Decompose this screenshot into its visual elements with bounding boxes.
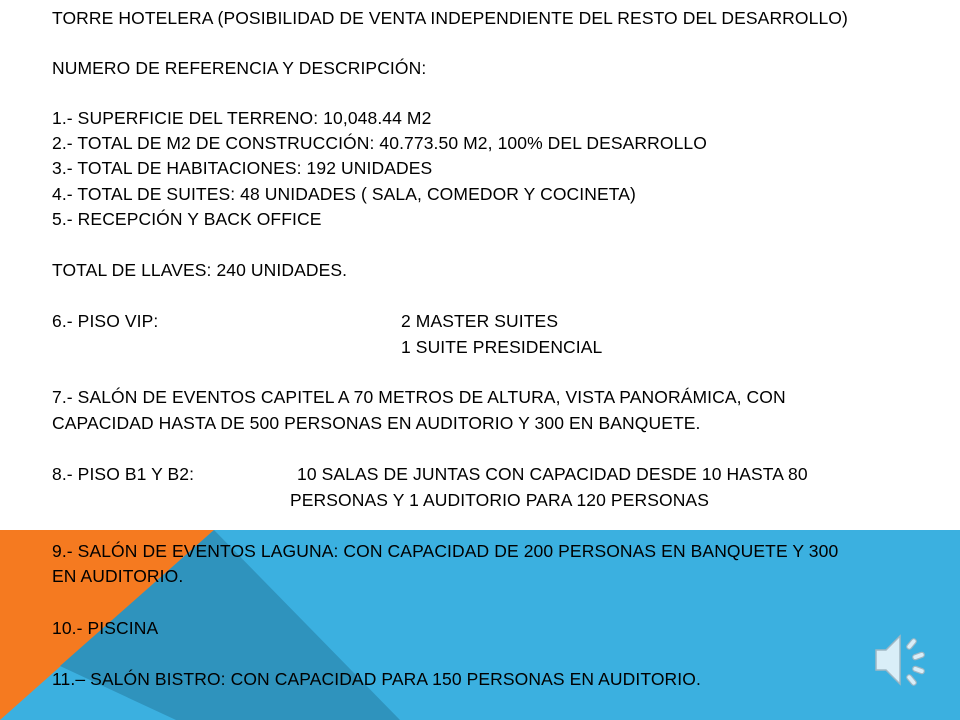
item-10: 10.- PISCINA: [52, 618, 159, 638]
item-2: 2.- TOTAL DE M2 DE CONSTRUCCIÓN: 40.773.50 M2, 100% DEL DESARROLLO: [52, 133, 707, 153]
item-5: 5.- RECEPCIÓN Y BACK OFFICE: [52, 209, 322, 229]
item-1: 1.- SUPERFICIE DEL TERRENO: 10,048.44 M2: [52, 108, 432, 128]
slide-title: TORRE HOTELERA (POSIBILIDAD DE VENTA INDEPENDIENTE DEL RESTO DEL DESARROLLO): [52, 8, 848, 28]
item-3: 3.- TOTAL DE HABITACIONES: 192 UNIDADES: [52, 158, 433, 178]
item-6-label: 6.- PISO VIP:: [52, 311, 159, 331]
item-9-line-1: 9.- SALÓN DE EVENTOS LAGUNA: CON CAPACIDAD DE 200 PERSONAS EN BANQUETE Y 300: [52, 541, 839, 561]
item-6-value-2: 1 SUITE PRESIDENCIAL: [401, 337, 603, 357]
item-6-value-1: 2 MASTER SUITES: [401, 311, 559, 331]
item-8-value-1: 10 SALAS DE JUNTAS CON CAPACIDAD DESDE 10 HASTA 80: [297, 464, 808, 484]
item-8-label: 8.- PISO B1 Y B2:: [52, 464, 195, 484]
total-keys: TOTAL DE LLAVES: 240 UNIDADES.: [52, 260, 348, 280]
slide-subtitle: NUMERO DE REFERENCIA Y DESCRIPCIÓN:: [52, 58, 427, 78]
item-11: 11.– SALÓN BISTRO: CON CAPACIDAD PARA 150 PERSONAS EN AUDITORIO.: [52, 669, 701, 689]
item-4: 4.- TOTAL DE SUITES: 48 UNIDADES ( SALA, COMEDOR Y COCINETA): [52, 184, 636, 204]
item-7-line-2: CAPACIDAD HASTA DE 500 PERSONAS EN AUDITORIO Y 300 EN BANQUETE.: [52, 413, 701, 433]
item-9-line-2: EN AUDITORIO.: [52, 566, 184, 586]
item-8-value-2: PERSONAS Y 1 AUDITORIO PARA 120 PERSONAS: [290, 490, 709, 510]
item-7-line-1: 7.- SALÓN DE EVENTOS CAPITEL A 70 METROS DE ALTURA, VISTA PANORÁMICA, CON: [52, 387, 786, 407]
speaker-icon[interactable]: [868, 628, 938, 692]
